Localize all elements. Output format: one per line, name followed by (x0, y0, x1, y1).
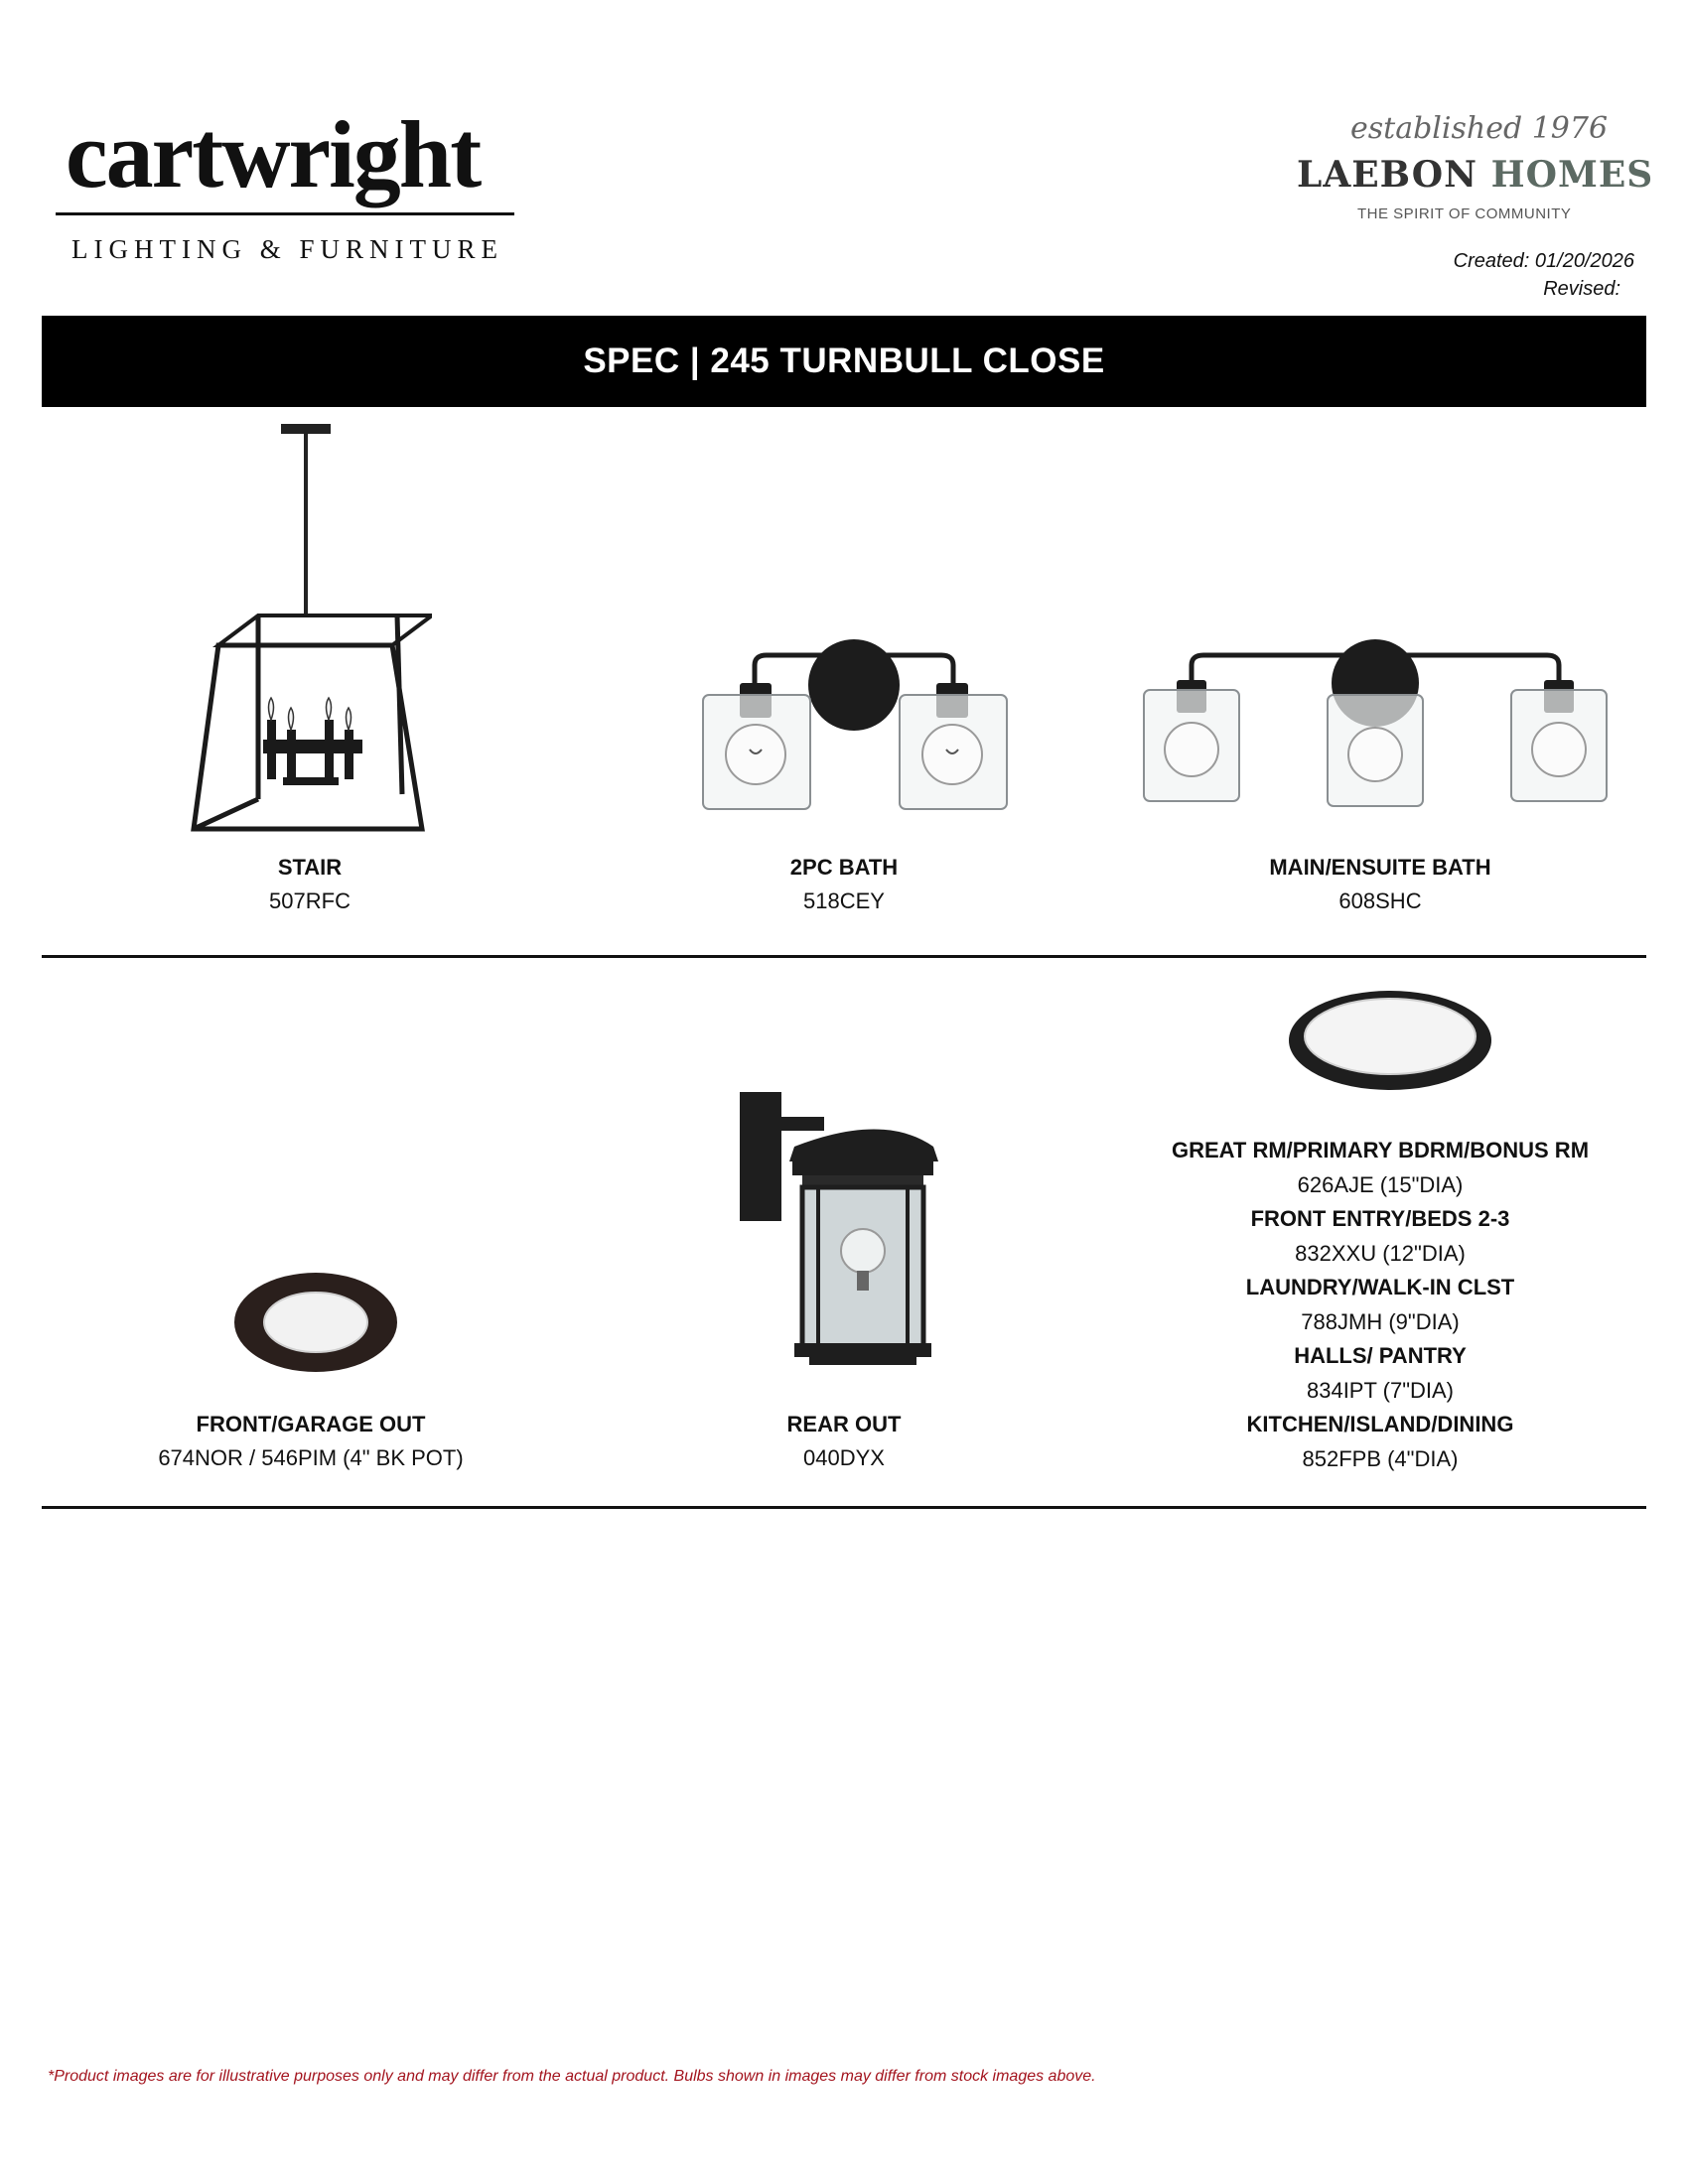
section-divider (42, 955, 1646, 958)
fixture-title: STAIR (277, 855, 343, 880)
fixture-title: FRONT ENTRY/BEDS 2-3 (1250, 1206, 1510, 1231)
fixture-2pc-bath (695, 851, 993, 918)
laebon-name-part2: HOMES (1490, 154, 1654, 196)
disclaimer-text: *Product images are for illustrative purposes only and may differ from the actual product. Bulbs shown in images may differ from stock images above. (48, 2068, 1096, 2085)
fixture-code: 834IPT (7"DIA) (1306, 1377, 1455, 1403)
fixture-title: 2PC BATH (789, 855, 899, 880)
established-text: established 1976 (1350, 111, 1609, 146)
fixture-title: KITCHEN/ISLAND/DINING (1246, 1412, 1514, 1436)
fixture-code: 788JMH (9"DIA) (1301, 1308, 1460, 1334)
fixture-title: FRONT/GARAGE OUT (196, 1412, 426, 1436)
fixture-code: 674NOR / 546PIM (4" BK POT) (158, 1445, 464, 1470)
laebon-tagline: THE SPIRIT OF COMMUNITY (1357, 205, 1572, 222)
fixture-main-ensuite-bath (1201, 851, 1559, 918)
two-light-vanity-icon (695, 635, 1013, 814)
flush-mount-icon (1286, 983, 1494, 1092)
laebon-name-part1: LAEBON (1297, 154, 1478, 196)
created-date: Created: 01/20/2026 (1453, 250, 1634, 272)
fixture-title: REAR OUT (786, 1412, 902, 1436)
wall-lantern-icon (735, 1087, 948, 1367)
fixture-code: 832XXU (12"DIA) (1295, 1240, 1466, 1266)
fixture-flush-mount-list (1132, 1134, 1628, 1476)
cartwright-wordmark: cartwright (66, 101, 481, 207)
cartwright-subtitle: LIGHTING & FURNITURE (71, 234, 503, 264)
fixture-code: 626AJE (15"DIA) (1297, 1171, 1464, 1197)
fixture-title: LAUNDRY/WALK-IN CLST (1245, 1275, 1515, 1299)
section-divider (42, 1506, 1646, 1509)
logo-rule (56, 212, 514, 215)
fixture-code: 040DYX (803, 1445, 885, 1470)
pendant-lantern-icon (184, 422, 432, 839)
fixture-code: 518CEY (803, 888, 885, 913)
three-light-vanity-icon (1142, 635, 1609, 809)
fixture-title: GREAT RM/PRIMARY BDRM/BONUS RM (1171, 1138, 1590, 1162)
pot-light-icon (231, 1271, 400, 1375)
fixture-front-garage-out (112, 1408, 509, 1475)
fixture-code: 608SHC (1338, 888, 1422, 913)
fixture-code: 852FPB (4"DIA) (1302, 1445, 1459, 1471)
fixture-rear-out (695, 1408, 993, 1475)
spec-banner: SPEC | 245 TURNBULL CLOSE (42, 316, 1646, 407)
revised-date: Revised: (1543, 278, 1620, 300)
fixture-title: MAIN/ENSUITE BATH (1269, 855, 1491, 880)
fixture-title: HALLS/ PANTRY (1294, 1343, 1467, 1368)
laebon-name (1297, 154, 1653, 196)
fixture-code: 507RFC (269, 888, 351, 913)
fixture-stair (161, 851, 459, 918)
